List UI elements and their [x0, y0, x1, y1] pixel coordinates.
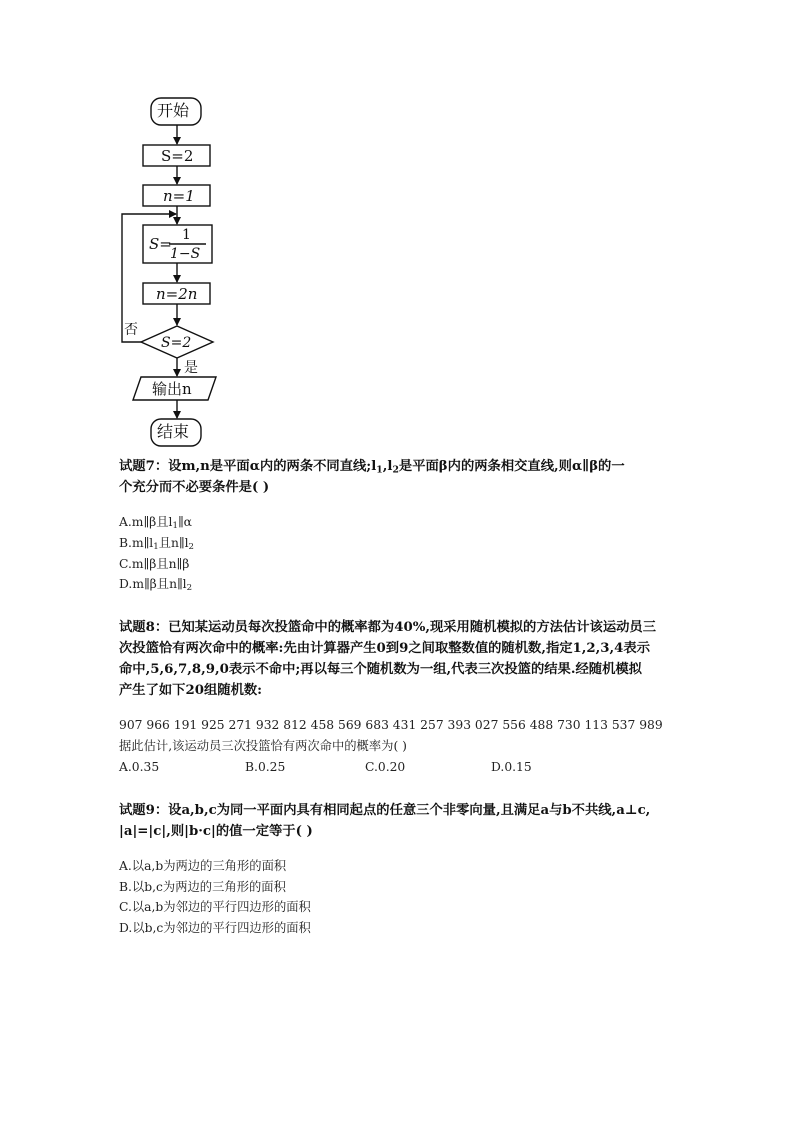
q9-options	[119, 856, 679, 939]
s-init-label: S=2	[161, 147, 194, 165]
q8-random-numbers: 907 966 191 925 271 932 812 458 569 683 431 257 393 027 556 488 730 113 537 989	[119, 718, 663, 733]
start-label: 开始	[157, 101, 190, 120]
assign-denominator: 1−S	[170, 246, 201, 262]
q7-option-c: C.m∥β且n∥β	[119, 556, 190, 571]
q8-question: 据此估计,该运动员三次投篮恰有两次命中的概率为( )	[119, 738, 407, 753]
no-label: 否	[124, 322, 138, 338]
q7-options	[119, 512, 679, 595]
output-label: 输出n	[152, 380, 192, 398]
yes-label: 是	[184, 360, 198, 376]
n-init-label: n=1	[163, 187, 195, 205]
q7-option-b: $B.m\parallel l_1$且$n\parallel l_2$	[119, 535, 195, 552]
q8-option-c: C.0.20	[365, 759, 406, 774]
questions	[119, 456, 679, 939]
assign-numerator: 1	[182, 227, 191, 243]
q9-option-c: C.以a,b为邻边的平行四边形的面积	[119, 900, 311, 915]
n-update-label: n=2n	[156, 285, 198, 303]
flowchart	[110, 88, 250, 458]
q8-option-b: B.0.25	[245, 759, 286, 774]
flowchart-lines	[110, 88, 250, 458]
q8-option-a: A.0.35	[119, 759, 160, 774]
q9-option-a: A.以a,b为两边的三角形的面积	[119, 858, 287, 873]
q8-title: 试题8：已知某运动员每次投篮命中的概率都为40%,现采用随机模拟的方法估计该运动员三 次投篮恰有两次命中的概率:先由计算器产生0到9之间取整数值的随机数,指定1,2,3,4表示 命中,5,6,7,8,9,0表示不命中;再以每三个随机数为一组,代表三次投篮的结果.经随机模拟 产生了如下20组随机数:	[119, 620, 657, 699]
q7-option-d: D.m∥β且$n\parallel l_2$	[119, 577, 193, 594]
assign-lhs: S=	[149, 235, 172, 253]
q7-title: 试题7：设m,n是平面α内的两条不同直线$;l_1,l_2$是平面β内的两条相交直线,则α∥β的一 个充分而不必要条件是( )	[119, 459, 625, 495]
q7-option-a: A.m∥β且$l_1\parallel\alpha$	[119, 515, 192, 532]
condition-label: S=2	[161, 335, 192, 351]
end-label: 结束	[157, 422, 190, 441]
q9-option-b: B.以b,c为两边的三角形的面积	[119, 879, 286, 894]
q9-option-d: D.以b,c为邻边的平行四边形的面积	[119, 921, 311, 936]
q8-option-d: D.0.15	[491, 759, 532, 774]
q8-options	[119, 757, 679, 778]
q9-title: 试题9：设a,b,c为同一平面内具有相同起点的任意三个非零向量,且满足a与b不共线,a⊥c, |a|=|c|,则|b·c|的值一定等于( )	[119, 802, 651, 839]
